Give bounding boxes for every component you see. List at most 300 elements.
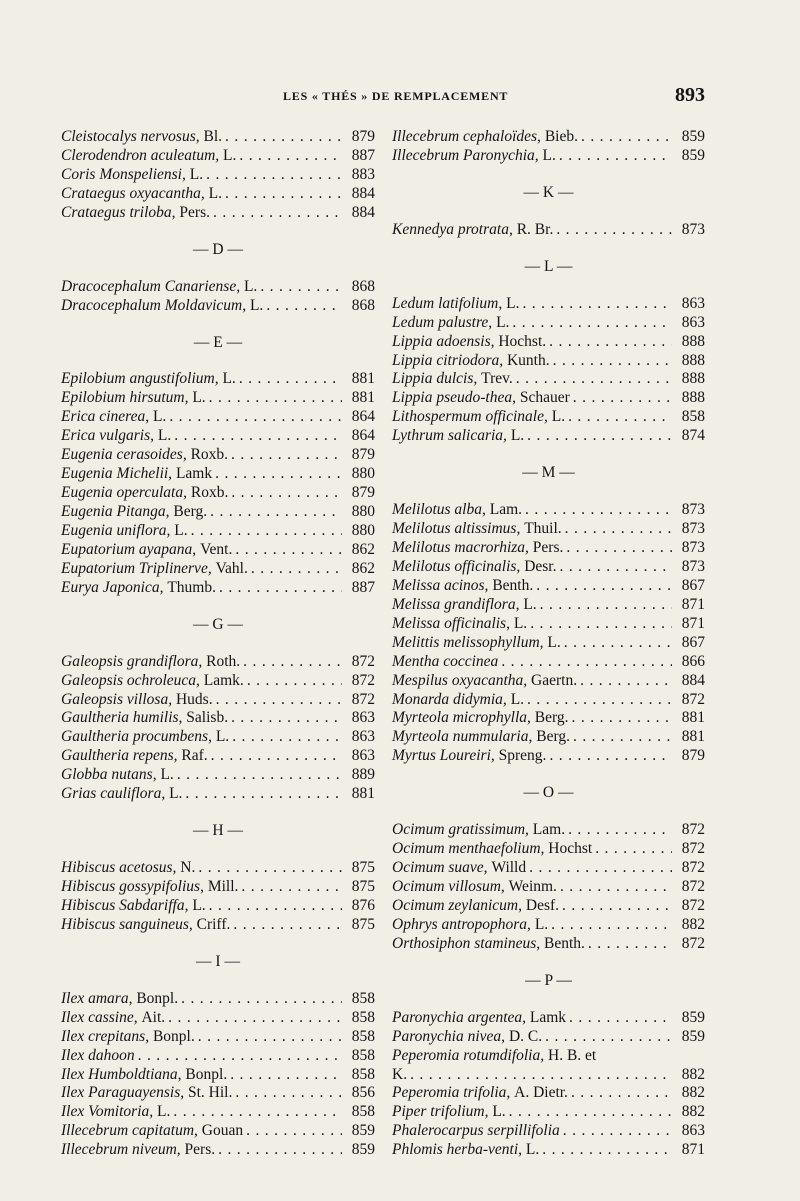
dot-leader — [185, 785, 342, 803]
dot-leader — [239, 370, 342, 388]
dot-leader — [198, 1028, 342, 1046]
index-entry — [61, 1141, 375, 1160]
page-reference: 859 — [681, 1008, 705, 1026]
index-entry — [392, 878, 705, 897]
species-name: Ledum latifolium, — [392, 294, 503, 312]
page-reference: 884 — [351, 184, 375, 202]
dot-leader — [260, 278, 342, 296]
author-name: H. B. et — [544, 1046, 597, 1064]
index-entry — [61, 389, 375, 408]
dot-leader — [530, 615, 672, 633]
species-name: Epilobium hirsutum, — [61, 389, 189, 407]
index-entry — [392, 1084, 705, 1103]
author-name: Berg. — [530, 709, 569, 727]
page-reference: 883 — [351, 165, 375, 183]
page-reference: 889 — [351, 766, 375, 784]
page-reference: 884 — [681, 671, 705, 689]
index-entry — [392, 370, 705, 389]
page-reference: 882 — [681, 1084, 705, 1102]
page-number: 893 — [675, 84, 705, 106]
dot-leader — [549, 333, 672, 351]
species-name: Lippia adoensis, — [392, 332, 495, 350]
species-name: Hibiscus gossypifolius, — [61, 878, 204, 895]
index-entry — [392, 427, 705, 446]
dot-leader — [569, 1009, 672, 1027]
dot-leader — [235, 541, 342, 559]
dot-leader — [198, 859, 342, 877]
author-name: R. Br. — [512, 220, 554, 238]
species-name: Illecebrum niveum, — [61, 1141, 181, 1159]
page-reference: 858 — [351, 1046, 375, 1064]
dot-leader — [536, 577, 672, 595]
species-name: Paronychia argentea, — [392, 1008, 527, 1026]
species-name: Coris Monspeliensi, — [61, 165, 186, 183]
page-reference: 875 — [351, 915, 375, 933]
species-name: Phlomis herba-venti, — [392, 1141, 523, 1159]
author-name: L. — [188, 896, 206, 914]
author-name: Pers. — [175, 203, 210, 221]
author-name: Vent. — [196, 540, 233, 558]
species-name: Ophrys antropophora, — [392, 915, 531, 933]
index-entry — [392, 501, 705, 520]
dot-leader — [209, 389, 342, 407]
dot-leader — [588, 935, 672, 953]
species-name: Crataegus oxyacantha, — [61, 184, 205, 202]
species-name: Gaultheria repens, — [61, 747, 178, 765]
section-letter: — O — — [523, 784, 574, 802]
dot-leader — [573, 728, 672, 746]
author-name: L. — [204, 184, 223, 202]
page-reference: 858 — [351, 1008, 375, 1026]
page-reference: 887 — [351, 578, 375, 596]
dot-leader — [247, 672, 342, 690]
section-letter: — P — — [525, 971, 572, 989]
species-name: Erica cinerea, — [61, 408, 150, 426]
page-reference: 867 — [681, 576, 705, 594]
page-reference: 882 — [681, 1103, 705, 1121]
index-entry — [61, 1122, 375, 1141]
author-name: Roth. — [202, 652, 241, 670]
dot-leader — [545, 1028, 672, 1046]
page-reference: 858 — [351, 1103, 375, 1121]
dot-leader — [553, 352, 672, 370]
dot-leader — [580, 672, 672, 690]
page-reference: 881 — [351, 370, 375, 388]
species-name: Hibiscus acetosus, — [61, 859, 177, 877]
dot-leader — [225, 128, 342, 146]
dot-leader — [230, 1066, 342, 1084]
page-reference: 871 — [681, 614, 705, 632]
species-name: Ilex Vomitoria, — [61, 1103, 154, 1121]
index-entry — [61, 785, 375, 804]
page-reference: 872 — [681, 878, 705, 895]
index-entry — [392, 897, 705, 916]
author-name: Desf. — [522, 896, 560, 914]
species-name: Illecebrum capitatum, — [61, 1122, 198, 1140]
index-entry — [61, 1009, 375, 1028]
index-entry — [392, 728, 705, 747]
author-name: Trev. — [477, 370, 513, 388]
author-name: L. — [509, 614, 528, 632]
page-reference: 859 — [351, 1122, 375, 1140]
author-name: Spreng. — [494, 747, 547, 765]
author-name: L. — [506, 427, 525, 445]
index-entry — [392, 747, 705, 766]
author-name: Thuil. — [520, 520, 562, 538]
index-entry — [61, 747, 375, 766]
page-reference: 873 — [681, 501, 705, 519]
species-name: Gaultheria procumbens, — [61, 728, 212, 746]
index-entry — [61, 185, 375, 204]
dot-leader — [559, 147, 672, 165]
index-entry — [61, 465, 375, 484]
author-name: L. — [156, 766, 174, 784]
dot-leader — [246, 1122, 342, 1140]
author-name: Lam. — [528, 821, 566, 839]
index-entry — [61, 128, 375, 147]
species-name: Lythrum salicaria, — [392, 427, 507, 445]
author-name: Criff. — [192, 915, 231, 933]
author-name: Gaertn. — [527, 671, 578, 689]
species-name: Myrtus Loureiri, — [392, 747, 495, 765]
author-name: Benth. — [540, 934, 585, 952]
dot-leader — [233, 916, 342, 934]
species-name: Lithospermum officinale, — [392, 408, 548, 426]
dot-leader — [219, 579, 342, 597]
page-reference: 862 — [351, 559, 375, 577]
page-reference: 874 — [681, 427, 705, 445]
author-name: L. — [153, 1103, 171, 1121]
dot-leader — [216, 691, 342, 709]
dot-leader — [529, 859, 672, 877]
index-entry — [392, 821, 705, 840]
section-letter: — H — — [193, 822, 243, 840]
species-name: Orthosiphon stamineus, — [392, 934, 541, 952]
index-entry — [61, 204, 375, 223]
index-entry — [61, 408, 375, 427]
dot-leader — [266, 297, 342, 315]
species-name: Lippia pseudo-thea, — [392, 389, 516, 407]
page-reference: 859 — [681, 146, 705, 164]
page-reference: 881 — [351, 389, 375, 407]
author-name: L. — [506, 690, 525, 708]
species-name: Clerodendron aculeatum, — [61, 146, 220, 164]
dot-leader — [560, 878, 672, 896]
index-entry — [61, 709, 375, 728]
index-entry — [61, 503, 375, 522]
index-entry — [392, 709, 705, 728]
species-name: Dracocephalum Canariense, — [61, 277, 241, 295]
dot-leader — [231, 446, 342, 464]
species-name: Eurya Japonica, — [61, 578, 164, 596]
author-name: Berg. — [532, 728, 570, 746]
dot-leader — [235, 1084, 342, 1102]
index-entry — [61, 427, 375, 446]
page-reference: 875 — [351, 878, 375, 895]
dot-leader — [573, 389, 672, 407]
index-entry — [392, 1141, 705, 1160]
species-name: Mentha coccinea — [392, 652, 499, 670]
dot-leader — [559, 558, 672, 576]
index-entry — [61, 653, 375, 672]
author-name: St. Hil. — [184, 1084, 233, 1102]
author-name: A. Dietr. — [510, 1084, 568, 1102]
dot-leader — [232, 728, 342, 746]
index-entry — [392, 333, 705, 352]
author-name: N. — [176, 859, 196, 877]
page-reference: 863 — [681, 313, 705, 331]
dot-leader — [209, 897, 342, 915]
page-reference: 879 — [351, 128, 375, 145]
index-entry — [392, 221, 705, 240]
running-title: LES « THÉS » DE REMPLACEMENT — [283, 89, 509, 103]
author-name: L. — [211, 728, 230, 746]
page-reference: 872 — [681, 690, 705, 708]
dot-leader — [225, 185, 342, 203]
page-reference: 888 — [681, 370, 705, 388]
page-header — [0, 84, 800, 108]
author-name: Vahl. — [211, 559, 248, 577]
species-name: Peperomia rotumdifolia, — [392, 1046, 545, 1064]
species-name: Ocimum villosum, — [392, 878, 505, 895]
species-name: Ilex Humboldtiana, — [61, 1065, 182, 1083]
page-reference: 858 — [351, 1027, 375, 1045]
page-reference: 868 — [351, 277, 375, 295]
dot-leader — [206, 166, 342, 184]
species-name: Cleistocalys nervosus, — [61, 128, 200, 145]
page-reference: 879 — [681, 747, 705, 765]
index-entry — [392, 615, 705, 634]
species-name: Ocimum menthaefolium, — [392, 840, 545, 858]
dot-leader — [549, 747, 672, 765]
dot-leader — [581, 128, 672, 146]
index-entry — [392, 859, 705, 878]
species-name: Ilex cassine, — [61, 1008, 138, 1026]
page-reference: 872 — [351, 690, 375, 708]
dot-leader — [191, 522, 342, 540]
section-letter: — G — — [193, 615, 243, 633]
page-reference: 866 — [681, 652, 705, 670]
page-reference: 872 — [681, 934, 705, 952]
dot-leader — [169, 408, 342, 426]
species-name: Hibiscus Sabdariffa, — [61, 896, 189, 914]
dot-leader — [527, 427, 672, 445]
dot-leader — [218, 1141, 342, 1159]
index-column-left — [61, 128, 375, 1160]
author-name: Pers. — [528, 539, 564, 556]
dot-leader — [516, 370, 672, 388]
dot-leader — [565, 520, 672, 538]
page-reference: 863 — [351, 728, 375, 746]
page-reference: 872 — [681, 896, 705, 914]
page-reference: 876 — [351, 896, 375, 914]
index-entry — [392, 634, 705, 653]
page-reference: 879 — [351, 484, 375, 502]
index-entry — [392, 147, 705, 166]
index-entry — [61, 859, 375, 878]
page-reference: 872 — [681, 859, 705, 877]
index-entry — [392, 352, 705, 371]
index-entry — [61, 766, 375, 785]
page-reference: 863 — [681, 294, 705, 312]
page-reference: 875 — [351, 859, 375, 877]
author-name: L. — [502, 294, 520, 312]
author-name: Desr. — [520, 557, 557, 575]
dot-leader — [410, 1066, 672, 1084]
species-name: Eugenia Pitanga, — [61, 503, 170, 520]
page-reference: 881 — [681, 709, 705, 727]
index-entry — [61, 1047, 375, 1066]
species-name: Ilex crepitans, — [61, 1027, 150, 1045]
species-name: Melilotus officinalis, — [392, 557, 521, 575]
author-name: L. — [246, 296, 264, 314]
species-name: Melissa grandiflora, — [392, 595, 520, 613]
species-name: Galeopsis ochroleuca, — [61, 671, 200, 689]
species-name: Lippia citriodora, — [392, 351, 504, 369]
species-name: Melissa officinalis, — [392, 614, 510, 632]
author-name: Raf. — [177, 747, 208, 765]
dot-leader — [215, 465, 342, 483]
index-entry — [392, 1122, 705, 1141]
author-name: L. — [522, 1141, 540, 1159]
dot-leader — [211, 747, 342, 765]
index-entry — [61, 728, 375, 747]
index-entry — [61, 1028, 375, 1047]
species-name: Hibiscus sanguineus, — [61, 915, 193, 933]
species-name: Myrteola nummularia, — [392, 728, 533, 746]
author-name: Bonpl. — [149, 1027, 195, 1045]
author-name: L. — [543, 633, 561, 651]
dot-leader — [174, 427, 342, 445]
species-name: Ilex dahoon — [61, 1046, 135, 1064]
species-name: Piper trifolium, — [392, 1103, 489, 1121]
species-name: Ledum palustre, — [392, 313, 493, 331]
author-name: L. — [188, 389, 206, 407]
page-reference: 888 — [681, 389, 705, 407]
author-name: L. — [492, 313, 510, 331]
page-reference: 872 — [681, 840, 705, 858]
author-name: Lamk. — [199, 671, 244, 689]
author-name: Hochst — [544, 840, 593, 858]
dot-leader — [509, 1103, 672, 1121]
page-reference: 863 — [351, 747, 375, 765]
index-entry — [392, 1103, 705, 1122]
page-reference: 880 — [351, 521, 375, 539]
author-name: L. — [530, 915, 549, 933]
section-letter: — L — — [524, 257, 573, 275]
page-reference: 888 — [681, 351, 705, 369]
author-name: L. — [219, 146, 237, 164]
index-entry — [61, 672, 375, 691]
species-name: Ocimum gratissimum, — [392, 821, 529, 839]
author-name: Hochst. — [494, 332, 547, 350]
dot-leader — [181, 990, 342, 1008]
author-name: L. — [185, 165, 204, 183]
index-entry — [61, 166, 375, 185]
author-name: Lamk — [526, 1008, 567, 1026]
index-entry — [392, 1009, 705, 1028]
author-name: Lam. — [485, 501, 523, 519]
index-entry — [61, 147, 375, 166]
index-entry — [392, 840, 705, 859]
index-entry — [61, 916, 375, 935]
page-reference: 867 — [681, 633, 705, 651]
page-reference: 887 — [351, 146, 375, 164]
section-letter: — E — — [193, 333, 243, 351]
page-reference: 858 — [351, 989, 375, 1007]
index-entry — [392, 935, 705, 954]
species-name: Melittis melissophyllum, — [392, 633, 544, 651]
species-name: Crataegus triloba, — [61, 203, 176, 221]
dot-leader — [522, 295, 672, 313]
dot-leader — [239, 147, 342, 165]
author-name: Pers. — [180, 1141, 216, 1159]
index-entry — [392, 577, 705, 596]
author-name: Willd — [487, 859, 527, 877]
author-name: Bonpl. — [132, 989, 179, 1007]
species-name: Galeopsis villosa, — [61, 690, 173, 708]
page-reference: 872 — [681, 821, 705, 839]
index-entry — [392, 653, 705, 672]
index-entry — [61, 579, 375, 598]
page-reference: 888 — [681, 332, 705, 350]
page-reference: 880 — [351, 465, 375, 483]
author-name: Weinm. — [504, 878, 557, 895]
page-reference: 881 — [681, 728, 705, 746]
species-name: Globba nutans, — [61, 766, 157, 784]
author-name: L. — [154, 427, 172, 445]
dot-leader — [566, 539, 672, 557]
dot-leader — [571, 1084, 672, 1102]
index-entry — [392, 558, 705, 577]
author-name: Huds. — [172, 690, 213, 708]
index-entry — [392, 295, 705, 314]
page-reference: 882 — [681, 1065, 705, 1083]
index-entry — [392, 314, 705, 333]
dot-leader — [243, 653, 342, 671]
species-name: Galeopsis grandiflora, — [61, 652, 203, 670]
species-name: Ocimum suave, — [392, 859, 488, 877]
dot-leader — [540, 596, 672, 614]
dot-leader — [210, 503, 342, 521]
dot-leader — [168, 1009, 342, 1027]
page-reference: 862 — [351, 540, 375, 558]
page-reference: 858 — [681, 408, 705, 426]
species-name: Illecebrum Paronychia, — [392, 146, 539, 164]
author-name: Schauer — [516, 389, 570, 407]
section-letter: — M — — [522, 464, 575, 482]
species-name: Monarda didymia, — [392, 690, 507, 708]
page-reference: 872 — [351, 671, 375, 689]
species-name: Kennedya protrata, — [392, 220, 513, 238]
author-name: Roxb. — [186, 484, 229, 502]
author-name: L. — [547, 408, 566, 426]
species-name: Peperomia trifolia, — [392, 1084, 511, 1102]
index-entry — [61, 522, 375, 541]
dot-leader — [177, 766, 342, 784]
dot-leader — [551, 916, 672, 934]
index-entry — [61, 297, 375, 316]
index-entry — [392, 1066, 705, 1085]
section-letter: — I — — [196, 952, 240, 970]
species-name: Eugenia Michelii, — [61, 465, 173, 483]
page-reference: 859 — [681, 1027, 705, 1045]
species-name: Erica vulgaris, — [61, 427, 154, 445]
author-name: Gouan — [197, 1122, 244, 1140]
author-name: L. — [538, 146, 556, 164]
dot-leader — [572, 709, 672, 727]
species-name: Eugenia uniflora, — [61, 521, 171, 539]
